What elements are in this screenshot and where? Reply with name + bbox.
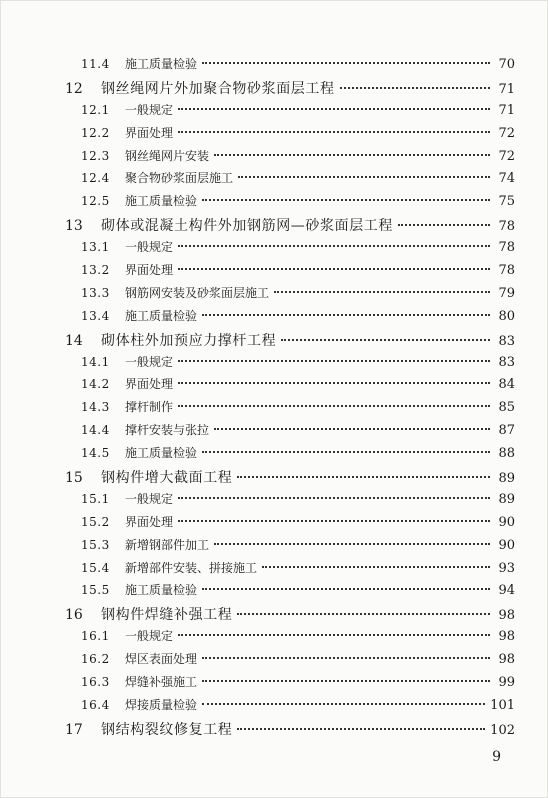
dot-leader <box>178 108 490 110</box>
dot-leader <box>274 291 490 293</box>
toc-entry-page: 78 <box>498 263 515 279</box>
toc-section-entry <box>59 101 515 124</box>
toc-entry-page: 98 <box>498 629 515 645</box>
toc-section-entry <box>59 513 515 536</box>
toc-entry-page: 78 <box>498 240 515 256</box>
toc-entry-title: 焊接质量检验 <box>125 697 198 712</box>
toc-entry-title: 钢构件增大截面工程 <box>101 470 233 487</box>
toc-entry-title: 砌体柱外加预应力撑杆工程 <box>101 332 277 349</box>
toc-entry-page: 102 <box>490 722 515 738</box>
toc-section-entry <box>59 536 515 559</box>
dot-leader <box>202 657 490 659</box>
toc-entry-page: 101 <box>490 697 515 713</box>
toc-section-entry <box>59 444 515 467</box>
toc-chapter-entry <box>59 78 515 101</box>
toc-entry-page: 83 <box>498 354 515 370</box>
toc-entry-page: 70 <box>498 57 515 72</box>
dot-leader <box>238 176 490 178</box>
toc-entry-page: 78 <box>498 219 515 235</box>
toc-section-entry <box>59 581 515 604</box>
toc-chapter-entry <box>59 215 515 238</box>
toc-entry-page: 85 <box>498 400 515 416</box>
dot-leader <box>214 428 490 430</box>
toc-entry-title: 新增部件安装、拼接施工 <box>125 560 258 575</box>
toc-entry-page: 89 <box>498 471 515 487</box>
toc-entry-title: 撑杆制作 <box>125 400 174 415</box>
toc-entry-page: 72 <box>498 148 515 164</box>
dot-leader <box>237 476 490 478</box>
toc-section-entry <box>59 169 515 192</box>
toc-entry-title: 砌体或混凝土构件外加钢筋网—砂浆面层工程 <box>101 218 393 235</box>
toc-entry-number: 15.2 <box>81 514 110 529</box>
toc-entry-number: 15 <box>65 470 83 487</box>
dot-leader <box>262 566 490 568</box>
toc-section-entry <box>59 284 515 307</box>
toc-entry-number: 11.4 <box>81 57 110 71</box>
toc-section-entry <box>59 55 515 78</box>
toc-entry-title: 施工质量检验 <box>125 57 198 71</box>
toc-entry-page: 99 <box>498 675 515 691</box>
dot-leader <box>202 703 485 705</box>
toc-entry-title: 施工质量检验 <box>125 583 198 598</box>
toc-entry-number: 14.3 <box>81 400 110 415</box>
toc-entry-title: 焊缝补强施工 <box>125 675 198 690</box>
toc-entry-title: 施工质量检验 <box>125 446 198 461</box>
toc-entry-page: 71 <box>498 81 515 97</box>
toc-entry-title: 一般规定 <box>125 491 174 506</box>
toc-entry-page: 90 <box>498 537 515 553</box>
toc-entry-number: 16.4 <box>81 697 110 712</box>
toc-entry-page: 94 <box>498 583 515 599</box>
toc-section-entry <box>59 398 515 421</box>
toc-entry-page: 98 <box>498 652 515 668</box>
toc-entry-title: 施工质量检验 <box>125 194 198 209</box>
toc-entry-number: 12.4 <box>81 171 110 186</box>
toc-entry-title: 聚合物砂浆面层施工 <box>125 171 234 186</box>
toc-entry-title: 钢构件焊缝补强工程 <box>101 607 233 624</box>
toc-entry-number: 13.3 <box>81 285 110 300</box>
toc-entry-number: 12.5 <box>81 194 110 209</box>
dot-leader <box>202 199 490 201</box>
toc-entry-page: 88 <box>498 446 515 462</box>
dot-leader <box>202 588 490 590</box>
toc-section-entry <box>59 490 515 513</box>
toc-entry-title: 撑杆安装与张拉 <box>125 423 210 438</box>
toc-entry-title: 界面处理 <box>125 125 174 140</box>
toc-entry-title: 一般规定 <box>125 629 174 644</box>
dot-leader <box>214 154 490 156</box>
toc-entry-number: 16 <box>65 607 83 624</box>
toc-entry-title: 钢丝绳网片安装 <box>125 148 210 163</box>
toc-entry-page: 71 <box>498 102 515 118</box>
toc-section-entry <box>59 147 515 170</box>
toc-section-entry <box>59 307 515 330</box>
toc-section-entry <box>59 375 515 398</box>
toc-entry-number: 14.5 <box>81 446 110 461</box>
toc-entry-number: 15.1 <box>81 491 110 506</box>
toc-entry-number: 14.2 <box>81 377 110 392</box>
dot-leader <box>398 224 490 226</box>
toc-section-entry <box>59 673 515 696</box>
toc-entry-number: 14.4 <box>81 423 110 438</box>
toc-section-entry <box>59 421 515 444</box>
toc-entry-number: 16.3 <box>81 675 110 690</box>
toc-entry-title: 一般规定 <box>125 240 174 255</box>
toc-entry-page: 93 <box>498 560 515 576</box>
toc-entry-page: 87 <box>498 423 515 439</box>
toc-chapter-entry <box>59 604 515 627</box>
dot-leader <box>178 245 490 247</box>
dot-leader <box>178 497 490 499</box>
toc-entry-number: 13.4 <box>81 308 110 323</box>
toc-entry-title: 界面处理 <box>125 514 174 529</box>
dot-leader <box>237 728 485 730</box>
dot-leader <box>178 520 490 522</box>
toc-entry-number: 17 <box>65 721 83 738</box>
toc-section-entry <box>59 627 515 650</box>
toc-entry-number: 15.5 <box>81 583 110 598</box>
dot-leader <box>178 131 490 133</box>
dot-leader <box>202 451 490 453</box>
toc-entry-page: 75 <box>498 194 515 210</box>
toc-entry-title: 钢结构裂纹修复工程 <box>101 721 233 738</box>
toc-chapter-entry <box>59 719 515 742</box>
toc-entry-number: 12.2 <box>81 125 110 140</box>
toc-section-entry <box>59 192 515 215</box>
dot-leader <box>237 613 490 615</box>
dot-leader <box>214 543 490 545</box>
toc-entry-number: 12 <box>65 80 83 97</box>
toc-entry-page: 84 <box>498 377 515 393</box>
dot-leader <box>202 680 490 682</box>
dot-leader <box>202 62 490 64</box>
toc-entry-number: 16.2 <box>81 652 110 667</box>
dot-leader <box>340 87 490 89</box>
toc-entry-page: 72 <box>498 125 515 141</box>
toc-entry-title: 新增钢部件加工 <box>125 537 210 552</box>
toc-entry-number: 13.2 <box>81 263 110 278</box>
toc-entry-number: 15.4 <box>81 560 110 575</box>
toc-entry-title: 界面处理 <box>125 377 174 392</box>
toc-entry-title: 一般规定 <box>125 354 174 369</box>
toc-entry-title: 钢丝绳网片外加聚合物砂浆面层工程 <box>101 80 335 97</box>
page-number: 9 <box>492 749 501 765</box>
toc-entry-page: 79 <box>498 285 515 301</box>
toc-entry-title: 钢筋网安装及砂浆面层施工 <box>125 285 270 300</box>
toc-section-entry <box>59 353 515 376</box>
toc-section-entry <box>59 559 515 582</box>
dot-leader <box>178 360 490 362</box>
toc-entry-number: 15.3 <box>81 537 110 552</box>
toc-entry-number: 14.1 <box>81 354 110 369</box>
toc-chapter-entry <box>59 330 515 353</box>
toc-entry-number: 14 <box>65 332 83 349</box>
dot-leader <box>178 382 490 384</box>
toc-entry-number: 13 <box>65 218 83 235</box>
toc-entry-title: 一般规定 <box>125 102 174 117</box>
toc-entry-number: 16.1 <box>81 629 110 644</box>
toc-section-entry <box>59 261 515 284</box>
toc-section-entry <box>59 696 515 719</box>
toc-entry-page: 89 <box>498 491 515 507</box>
toc-entry-title: 施工质量检验 <box>125 308 198 323</box>
toc-entry-page: 90 <box>498 514 515 530</box>
toc-section-entry <box>59 650 515 673</box>
toc-entry-page: 74 <box>498 171 515 187</box>
table-of-contents <box>59 55 515 742</box>
toc-section-entry <box>59 238 515 261</box>
toc-entry-title: 焊区表面处理 <box>125 652 198 667</box>
toc-chapter-entry <box>59 467 515 490</box>
toc-entry-page: 80 <box>498 308 515 324</box>
dot-leader <box>202 314 490 316</box>
toc-entry-number: 12.1 <box>81 102 110 117</box>
toc-entry-title: 界面处理 <box>125 263 174 278</box>
toc-entry-page: 83 <box>498 333 515 349</box>
toc-section-entry <box>59 124 515 147</box>
toc-entry-page: 98 <box>498 608 515 624</box>
dot-leader <box>281 339 490 341</box>
dot-leader <box>178 405 490 407</box>
dot-leader <box>178 268 490 270</box>
toc-entry-number: 13.1 <box>81 240 110 255</box>
toc-entry-number: 12.3 <box>81 148 110 163</box>
dot-leader <box>178 634 490 636</box>
